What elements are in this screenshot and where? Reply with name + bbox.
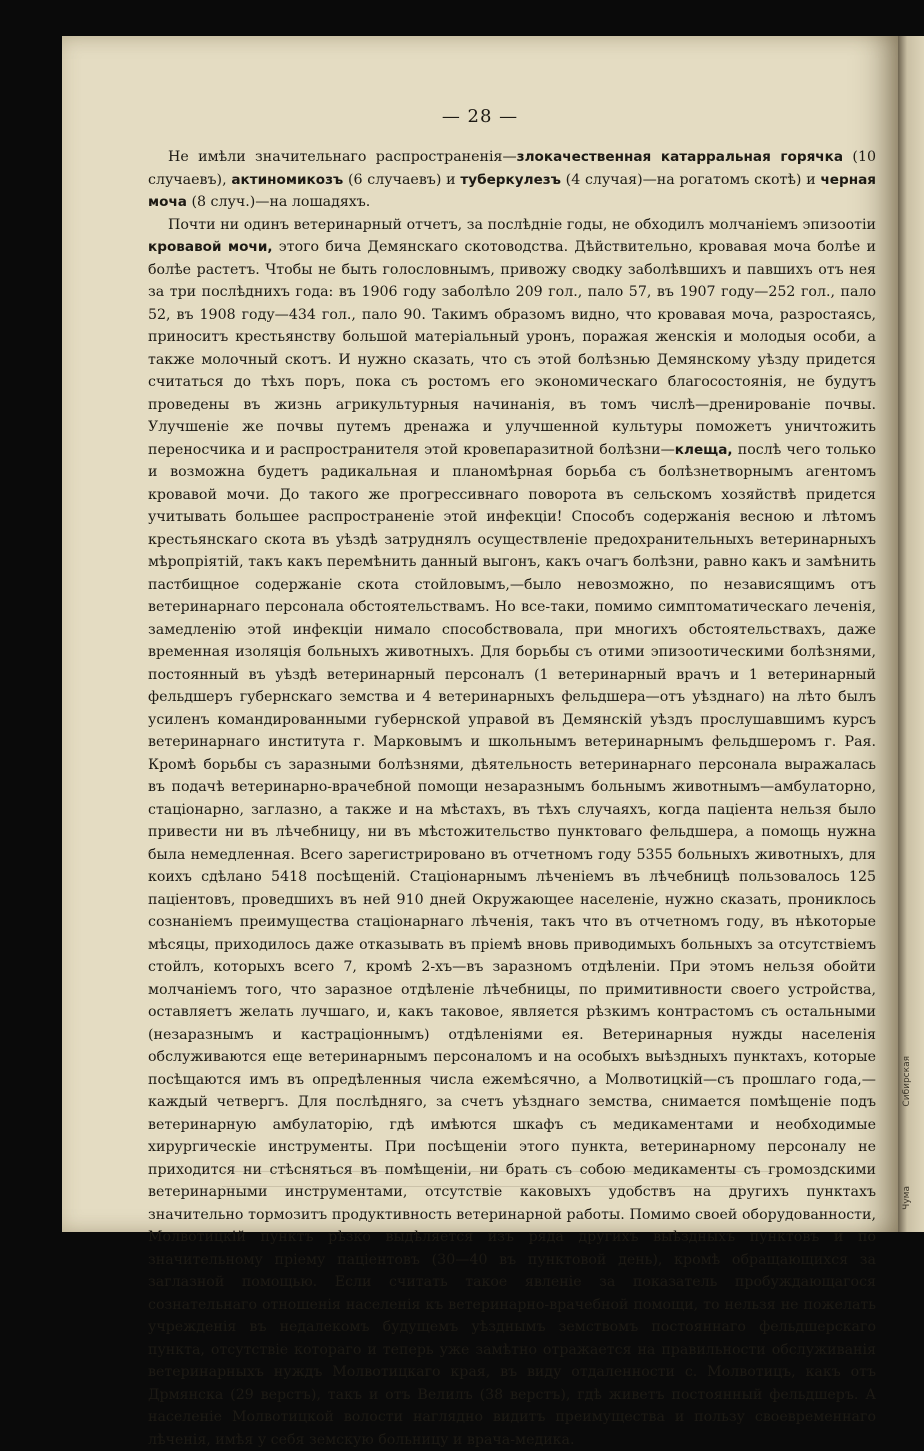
bold-term: клеща, (675, 442, 733, 458)
text-run: (8 случ.)—на лошадяхъ. (187, 194, 370, 210)
text-run: (4 случая)—на рогатомъ скотѣ) и (561, 172, 821, 188)
paragraph-bloody-urine (148, 214, 876, 1451)
faint-rule (222, 1171, 782, 1172)
text-run: Почти ни одинъ ветеринарный отчетъ, за послѣдніе годы, не обходилъ молчаніемъ эпизоотіи (168, 217, 876, 233)
text-run: послѣ чего только и возможна будетъ радикальная и планомѣрная борьба съ болѣзнетворнымъ агентомъ кровавой мочи. До такого же прогрессивнаго поворота въ сельскомъ хозяйствѣ придется учитывать большее распространеніе этой инфекціи! Способъ содержанія весною и лѣтомъ крестьянскаго скота въ уѣздѣ затруднялъ осуществленіе предохранительныхъ ветеринарныхъ мѣропріятій, такъ какъ перемѣнить данный выгонъ, какъ очагъ болѣзни, равно какъ и замѣнить пастбищное содержаніе скота стойловымъ,—было невозможно, по независящимъ отъ ветеринарнаго персонала обстоятельствамъ. Но все-таки, помимо симптоматическаго леченія, замедленію этой инфекціи нимало способствовала, при многихъ обстоятельствахъ, даже временная изоляція больныхъ животныхъ. Для борьбы съ отими эпизоотическими болѣзнями, постоянный въ уѣздѣ ветеринарный персоналъ (1 ветеринарный врачъ и 1 ветеринарный фельдшеръ губернскаго земства и 4 ветеринарныхъ фельдшера—отъ уѣзднаго) на лѣто былъ усиленъ командированными губернской управой въ Демянскій уѣздъ прослушавшимъ курсъ ветеринарнаго института г. Марковымъ и школьнымъ ветеринарнымъ фельдшеромъ г. Рая. Кромѣ борьбы съ заразными болѣзнями, дѣятельность ветеринарнаго персонала выражалась въ подачѣ ветеринарно-врачебной помощи незаразнымъ больнымъ животнымъ—амбулаторно, стаціонарно, заглазно, а также и на мѣстахъ, въ тѣхъ случаяхъ, когда паціента нельзя было привести ни въ лѣчебницу, ни въ мѣстожительство пунктоваго фельдшера, а помощь нужна была немедленная. Всего зарегистрировано въ отчетномъ году 5355 больныхъ животныхъ, для коихъ сдѣлано 5418 посѣщеній. Стаціонарнымъ лѣченіемъ въ лѣчебницѣ пользовалось 125 паціентовъ, проведшихъ въ ней 910 дней Окружающее населеніе, нужно сказать, прониклось сознаніемъ преимущества стаціонарнаго лѣченія, такъ что въ отчетномъ году, въ нѣкоторые мѣсяцы, приходилось даже отказывать въ пріемѣ вновь приводимыхъ больныхъ за отсутствіемъ стойлъ, которыхъ всего 7, кромѣ 2-хъ—въ заразномъ отдѣленіи. При этомъ нельзя обойти молчаніемъ того, что заразное отдѣленіе лѣчебницы, по примитивности своего устройства, оставляетъ желать лучшаго, и, какъ таковое, является рѣзкимъ контрастомъ съ остальными (незаразнымъ и кастраціоннымъ) отдѣленіями ея. Ветеринарныя нужды населенія обслуживаются еще ветеринарнымъ персоналомъ и на особыхъ выѣздныхъ пунктахъ, которые посѣщаются имъ въ опредѣленныя числа ежемѣсячно, а Молвотицкій—съ прошлаго года,—каждый четвергъ. Для послѣдняго, за счетъ уѣзднаго земства, снимается помѣщеніе подъ ветеринарную амбулаторію, гдѣ имѣются шкафъ съ медикаментами и необходимые хирургическіе инструменты. При посѣщеніи этого пункта, ветеринарному персоналу не приходится ни стѣсняться въ помѣщеніи, ни брать съ собою медикаменты съ громоздскими ветеринарными инструментами, отсутствіе каковыхъ удобствъ на другихъ пунктахъ значительно тормозитъ продуктивность ветеринарной работы. Помимо своей оборудованности, Молвотицкій пунктъ рѣзко выдѣляется изъ ряда другихъ выѣздныхъ пунктовъ и по значительному пріему паціентовъ (30—40 въ пунктовой день), кромѣ обращающихся за заглазной помощью. Если считать такое явленіе за показатель пробуждающагося сознательнаго отношенія населенія къ ветеринарно-врачебной помощи, то нельзя не пожелать учрежденія въ недалекомъ будущемъ уѣзднымъ земствомъ постояннаго фельдшерскаго пункта, отсутствіе котораго и теперь уже замѣтно отражается на правильности обслуживанія ветеринарныхъ нуждъ Молвотицкаго края, въ виду отдаленности с. Молвотицъ, какъ отъ Дрмянска (29 верстъ), такъ и отъ Велилъ (38 верстъ), гдѣ живетъ постоянный фельдшеръ. А населеніе Молвотицкой волости наглядно видитъ преимущества и пользу своевременнаго лѣченія, имѣя у себя земскую больницу и врача-медика. (148, 442, 876, 1448)
margin-label: Чума (902, 1186, 916, 1210)
margin-label: Сибирская (902, 1056, 916, 1107)
bold-term: туберкулезъ (460, 172, 561, 188)
bold-term: актиномикозъ (231, 172, 343, 188)
text-run: этого бича Демянскаго скотоводства. Дѣйствительно, кровавая моча болѣе и болѣе растетъ. Чтобы не быть голословнымъ, привожу сводку заболѣвшихъ и павшихъ отъ нея за три послѣднихъ года: въ 1906 году заболѣло 209 гол., пало 57, въ 1907 году—252 гол., пало 52, въ 1908 году—434 гол., пало 90. Такимъ образомъ видно, что кровавая моча, разростаясь, приноситъ крестьянству большой матеріальный уронъ, поражая женскія и молодыя особи, а также молочный скотъ. И нужно сказать, что съ этой болѣзнью Демянскому уѣзду придется считаться до тѣхъ поръ, пока съ ростомъ его экономическаго благосостоянія, не будутъ проведены въ жизнь агрикультурныя начинанія, въ томъ числѣ—дренированіе почвы. Улучшеніе же почвы путемъ дренажа и улучшенной культуры поможетъ уничтожить переносчика и и распространителя этой кровепаразитной болѣзни— (148, 239, 876, 458)
text-run: Не имѣли значительнаго распространенія— (168, 149, 517, 165)
document-page (62, 36, 898, 1232)
text-run: (6 случаевъ) и (343, 172, 460, 188)
bold-term: черная моча (148, 172, 876, 211)
bold-term: кровавой мочи, (148, 239, 273, 255)
bold-term: злокачественная катарральная горячка (517, 149, 843, 165)
faint-rule (222, 1186, 742, 1187)
paragraph-diseases (148, 146, 876, 214)
page-number: — 28 — (62, 106, 898, 127)
body-text (148, 146, 876, 1451)
facing-page-edge (898, 36, 924, 1232)
text-run: (10 случаевъ), (148, 149, 876, 188)
